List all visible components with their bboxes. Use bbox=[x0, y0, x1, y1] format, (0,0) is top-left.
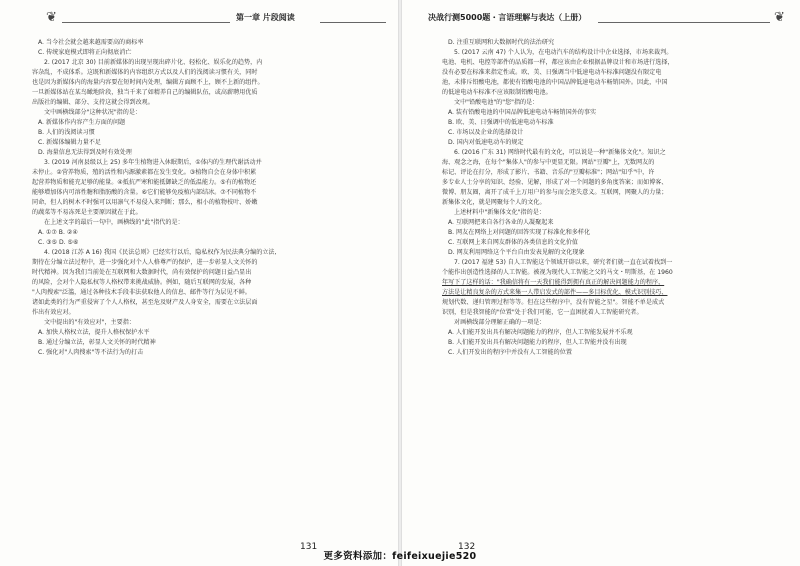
text-line: 的风险，会对个人隐私权等人格权带来挑战威胁。例如，随后互联网的发展，各种 bbox=[32, 279, 252, 286]
header-rule bbox=[62, 22, 230, 23]
text-line: C. 互联网上来自网友群体的各类信息的文化价值 bbox=[448, 239, 579, 246]
text-line: 未停止。②营养物质，殖的活性和内源激素都在发生变化。③植物自会在身体中积累 bbox=[32, 169, 257, 176]
text-line: 识别，但是我智能的"位置"处于我们可能，它一直困扰着人工智能研究者。 bbox=[442, 309, 643, 316]
text-line: B. 欧、美、日强调中的低速电动车标准 bbox=[448, 119, 554, 126]
text-line: 时代精神。因为我们当前处在互联网和大数据时代，尚有效保护的问题日益凸显出 bbox=[32, 269, 252, 276]
text-line: 诸如此类的行为严重侵害了个人人格权，甚至危及财产及人身安全，需要在立法层面 bbox=[32, 299, 258, 306]
text-line: D. 网友利用网络这个平台自由发表见解的文化现象 bbox=[448, 249, 585, 256]
left-page bbox=[0, 0, 398, 566]
text-line: 没有必要在标准来指定性或。欧、美、日强调当中低速电动车标准问题没有限定电 bbox=[442, 69, 662, 76]
text-line: 能够增加体内可溶性糖和脂肪酸的含量。⑥它们能够免疫植内部结冰。⑦不同植物不 bbox=[32, 189, 257, 196]
book-title: 决战行测5000题・言语理解与表达（上册） bbox=[428, 13, 587, 22]
text-line: 期待在分编立法过程中，进一步强化对个人人格尊严的保护，进一步彰显人文关怀的 bbox=[32, 259, 258, 266]
text-line: A. 新媒体作内容产生方面的问题 bbox=[38, 119, 126, 126]
text-line: 文中"铅酸电池"的"您"指的是： bbox=[454, 99, 539, 106]
text-line: 微博、朋友圈，离开了成千上万用户的参与而会迷失意义。互联网，网聚人的力量； bbox=[442, 189, 668, 196]
text-line: 作出有效应对。 bbox=[32, 309, 75, 316]
text-line: 对画横线部分理解正确的一项是： bbox=[454, 319, 546, 326]
text-line: B. 人们的浅阅读习惯 bbox=[38, 129, 95, 136]
text-line: 的蔬菜等不易冻死是主要原因就在于此。 bbox=[32, 209, 142, 216]
text-line: 5. (2017 云南 47) 个人认为，在电动汽车的结构设计中企业选择，市场来裁判。 bbox=[454, 49, 673, 56]
text-line: C. ③⑤ D. ⑤⑥ bbox=[38, 239, 79, 246]
text-line: 文中画横线部分"这种状况"指的是： bbox=[44, 109, 142, 116]
page-number: 132 bbox=[458, 542, 476, 552]
text-line: D. 国内对低速电动车的规定 bbox=[448, 139, 524, 146]
text-line: 年写下了这样的话："我确信将有一天我们能得到拥有真正的解决问题能力的程序， bbox=[442, 279, 665, 286]
text-line: 6. (2016 广东 31) 网络时代最有的文化，可以说是一种"新集体文化"。知识之 bbox=[454, 149, 666, 156]
text-line: D. 注重互联网和大数据时代的法治研究 bbox=[448, 39, 555, 46]
footer-banner: 更多资料添加：feifeixuejie520 bbox=[323, 551, 477, 562]
text-line: 的低速电动车标准不应该限制铅酸电池。 bbox=[442, 89, 552, 96]
text-line: 上述材料中"新集体文化"指的是： bbox=[454, 209, 545, 216]
text-line: 多专业人士分享的知识、经验、见解，形成了对一个问题的多角度答案；而如博客、 bbox=[442, 179, 668, 186]
text-line: 7. (2017 福建 53) 自人工智能这个领域开辟以来，研究者们就一直在试着找到一 bbox=[454, 259, 673, 266]
text-line: A. 加快人格权立法，提升人格权保护水平 bbox=[38, 329, 150, 336]
text-line: 海、观念之海，在每个"集体人"的参与中更显无限。网站"豆瓣"上，无数网友的 bbox=[442, 159, 655, 166]
text-line: 电池、电机、电控等部件的品质都一样，都应该由企业根据品牌设计和市场进行选择， bbox=[442, 59, 674, 66]
text-line: 方法是让精良复杂的方式来集一人带启发式的部件——多目标优化、模式识别技巧、 bbox=[442, 289, 668, 296]
text-line: A. 当今社会就会越来越需要高的商标率 bbox=[38, 39, 144, 46]
text-line: B. 通过分编立法，彰显人文关怀的时代精神 bbox=[38, 339, 156, 346]
flourish-ornament-icon: ❦ bbox=[774, 10, 785, 25]
text-line: B. 人们能开发出具有解决问题能力的程序，但人工智能并没有出现 bbox=[448, 339, 627, 346]
text-line: 一旦新媒体站在某鸟瞰地阶段，独当千来了如精养自己的编辑队伍，或高薪聘用优质 bbox=[32, 89, 258, 96]
text-line: A. ①⑦ B. ②④ bbox=[38, 229, 78, 236]
text-line: 容杂乱，不成体系。这既和新媒体的内容组织方式以及人们的浅阅读习惯有关，同时 bbox=[32, 69, 258, 76]
left-page-header bbox=[0, 12, 398, 26]
text-line: 规划代数、递归管理过程等等。但在这些程序中，没有智能之星"。智能不单是成式 bbox=[442, 299, 665, 306]
text-line: A. 装有铅酸电池的中国品牌低速电动车畅销国外的事实 bbox=[448, 109, 597, 116]
text-line: B. 网友在网络上对问题的回答实现了标准化和多样化 bbox=[448, 229, 591, 236]
flourish-ornament-icon: ❦ bbox=[46, 10, 57, 25]
right-page bbox=[402, 0, 800, 566]
chapter-title: 第一章 片段阅读 bbox=[236, 13, 295, 22]
page-number: 131 bbox=[300, 542, 318, 552]
header-rule bbox=[598, 22, 770, 23]
text-line: C. 市场以及企业的选择设计 bbox=[448, 129, 524, 136]
header-rule bbox=[320, 22, 386, 23]
text-line: 2. (2017 北京 30) 目前新媒体的出现呈现出碎片化、轻松化、娱乐化的趋势，内 bbox=[44, 59, 263, 66]
left-page-body bbox=[32, 38, 380, 358]
text-line: 也是因为新媒体内的海量内容要在短时间内处理，编辑方面顾不上，顾不上新的组件。 bbox=[32, 79, 264, 86]
text-line: A. 人们能开发出具有解决问题能力的程序，但人工智能发展并不乐观 bbox=[448, 329, 633, 336]
text-line: C. 强化对"人肉搜索"等不法行为的打击 bbox=[38, 349, 144, 356]
right-page-body bbox=[442, 38, 778, 358]
text-line: C. 新媒体编辑力量不足 bbox=[38, 139, 101, 146]
text-line: 出版社的编辑、部分、支持这就会得到改观。 bbox=[32, 99, 154, 106]
right-page-header bbox=[402, 12, 800, 26]
text-line: 新集体文化，就是网聚每个人的文化。 bbox=[442, 199, 546, 206]
text-line: 个能作出创造性选择的人工智能。被视为现代人工智能之父的马文・明斯基，在 1960 bbox=[442, 269, 673, 276]
text-line: "人肉搜索"泛滥，通过各种技术手段非法获取他人的信息、邮件等行为层见不鲜。 bbox=[32, 289, 251, 296]
text-line: 3. (2019 河南县级以上 25) 多年生植物进入休眠期后，①体内的生理代谢活动并 bbox=[44, 159, 262, 166]
text-line: C. 人们开发出的程序中并没有人工智能的位置 bbox=[448, 349, 572, 356]
text-line: 文中提出的"有效应对"，主要指： bbox=[44, 319, 135, 326]
text-line: 在上述文字的最后一句中，画横线的"此"指代的是： bbox=[44, 219, 184, 226]
text-line: 4. (2018 江苏 A 16) 我国《民法总则》已经实行以后，隐私权作为民法典分编的立法, bbox=[44, 249, 277, 256]
text-line: 池，未排斥铅酸电池，都使有铅酸电池的中国品牌低速电动车畅销国外。因此，中国 bbox=[442, 79, 668, 86]
text-line: D. 海量信息无法得到及时有效处理 bbox=[38, 149, 132, 156]
text-line: C. 传统家庭模式即将正向彻底消亡 bbox=[38, 49, 132, 56]
text-line: 起营养物质和能充足够的能量。④抵抗严寒和能抵御缺乏的低温能力。⑤有的植物还 bbox=[32, 179, 257, 186]
text-line: 同命，但人的树木不时强可以用凛气不易侵入来判断；那么，相小的植物枝叶、娇嫩 bbox=[32, 199, 258, 206]
text-line: A. 互联网把来自各行各业的人凝聚起来 bbox=[448, 219, 554, 226]
text-line: 标记、评论在打分，形成了影片、书籍、音乐的"豆瓣标准"；网站"知乎"中，许 bbox=[442, 169, 655, 176]
